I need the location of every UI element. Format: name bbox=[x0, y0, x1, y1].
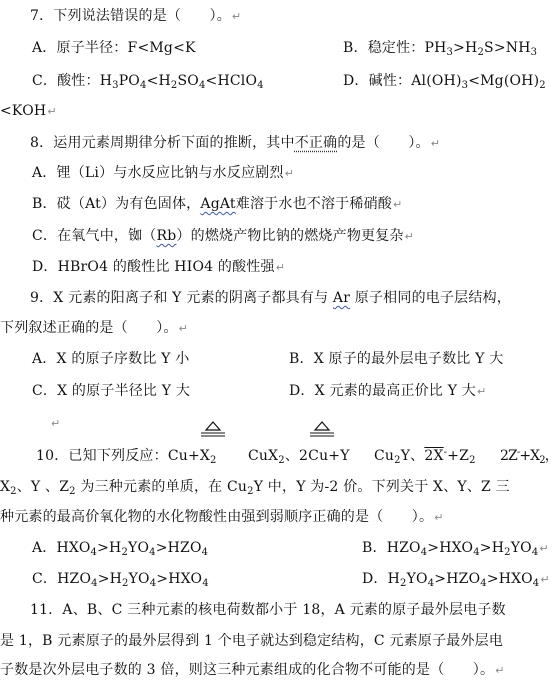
empty-paragraph bbox=[50, 413, 60, 434]
heating-triangle-icon bbox=[309, 421, 335, 437]
q11-stem-line3: 子数是次外层电子数的 3 倍，则这三种元素组成的化合物不可能的是（ ）。↵ bbox=[0, 662, 505, 678]
q10-reaction-1: 10．已知下列反应：$Cu+X_2$ bbox=[36, 448, 217, 466]
paragraph-mark-icon: ↵ bbox=[284, 167, 295, 180]
paragraph-mark-icon: ↵ bbox=[392, 198, 403, 211]
q10-stem-line2: $X_2$、Y 、$Z_2$ 为三种元素的单质，在 $Cu_2Y$ 中，Y 为-2 价。下列关于 X、Y、Z 三 bbox=[0, 479, 510, 497]
paragraph-mark-icon: ↵ bbox=[47, 105, 57, 118]
q10-option-b: B．$HZO_4>HXO_4>H_2YO_4↵$ bbox=[362, 540, 549, 558]
q7-option-b: B．稳定性：$PH_3>H_2S>NH_3$ bbox=[343, 40, 538, 58]
q10-option-c: C．$HZO_4>H_2YO_4>HXO_4$ bbox=[32, 571, 209, 589]
q8-option-d: D．HBrO4 的酸性比 HIO4 的酸性强↵ bbox=[32, 259, 286, 275]
q7-option-d-wrap: <KOH↵ bbox=[0, 103, 57, 119]
q9-option-d: D．X 元素的最高正价比 Y 大↵ bbox=[289, 383, 487, 399]
q8-option-b: B．砹（At）为有色固体，AgAt难溶于水也不溶于稀硝酸↵ bbox=[32, 196, 403, 212]
paragraph-mark-icon: ↵ bbox=[404, 230, 415, 243]
q9-option-c: C．X 的原子半径比 Y 大 bbox=[32, 383, 191, 399]
q10-option-a: A．$HXO_4>H_2YO_4>HZO_4$ bbox=[32, 540, 209, 558]
q8-stem: 8．运用元素周期律分析下面的推断，其中不正确的是（ ）。↵ bbox=[30, 135, 441, 151]
paragraph-mark-icon: ↵ bbox=[540, 573, 550, 586]
q7-stem: 7．下列说法错误的是（ ）。↵ bbox=[30, 8, 242, 24]
q9-option-b: B．X 原子的最外层电子数比 Y 大 bbox=[289, 351, 504, 367]
q11-stem-line2: 是 1，B 元素原子的最外层得到 1 个电子就达到稳定结构，C 元素原子最外层电 bbox=[0, 633, 504, 649]
heating-triangle-icon bbox=[200, 421, 226, 437]
paragraph-mark-icon: ↵ bbox=[51, 417, 61, 430]
q10-reaction-1-product: CuX$_2$、2Cu+Y bbox=[248, 448, 350, 466]
q8-option-c: C．在氧气中，铷（Rb）的燃烧产物比钠的燃烧产物更复杂↵ bbox=[32, 228, 415, 244]
q7-option-c: C．酸性：$H_3PO_4<H_2SO_4<HClO_4$ bbox=[32, 73, 264, 91]
q9-stem-line1: 9．X 元素的阳离子和 Y 元素的阴离子都具有与 Ar 原子相同的电子层结构， bbox=[30, 290, 511, 306]
q10-reaction-2-product: $Cu_2Y$、$2X^-+Z_2$ bbox=[374, 447, 476, 466]
paragraph-mark-icon: ↵ bbox=[495, 664, 505, 677]
paragraph-mark-icon: ↵ bbox=[539, 542, 549, 555]
q7-option-d: D．碱性：$Al(OH)_3<Mg(OH)_2$ bbox=[343, 73, 546, 91]
paragraph-mark-icon: ↵ bbox=[231, 10, 242, 23]
q10-reaction-3-product: $2Z^-+X_2$， bbox=[500, 447, 558, 466]
q11-stem-line1: 11．A、B、C 三种元素的核电荷数都小于 18，A 元素的原子最外层电子数 bbox=[30, 602, 506, 618]
q8-option-a: A．锂（Li）与水反应比钠与水反应剧烈↵ bbox=[32, 165, 295, 181]
paragraph-mark-icon: ↵ bbox=[434, 511, 444, 524]
q9-option-a: A．X 的原子序数比 Y 小 bbox=[32, 351, 190, 367]
q10-stem-line3: 种元素的最高价氧化物的水化物酸性由强到弱顺序正确的是（ ）。↵ bbox=[0, 509, 444, 525]
q7-option-a: A．原子半径：F<Mg<K bbox=[32, 40, 196, 56]
paragraph-mark-icon: ↵ bbox=[275, 261, 286, 274]
paragraph-mark-icon: ↵ bbox=[430, 137, 441, 150]
q10-option-d: D．$H_2YO_4>HZO_4>HXO_4↵$ bbox=[362, 571, 550, 589]
paragraph-mark-icon: ↵ bbox=[476, 385, 487, 398]
paragraph-mark-icon: ↵ bbox=[178, 322, 189, 335]
q9-stem-line2: 下列叙述正确的是（ ）。↵ bbox=[0, 320, 189, 336]
